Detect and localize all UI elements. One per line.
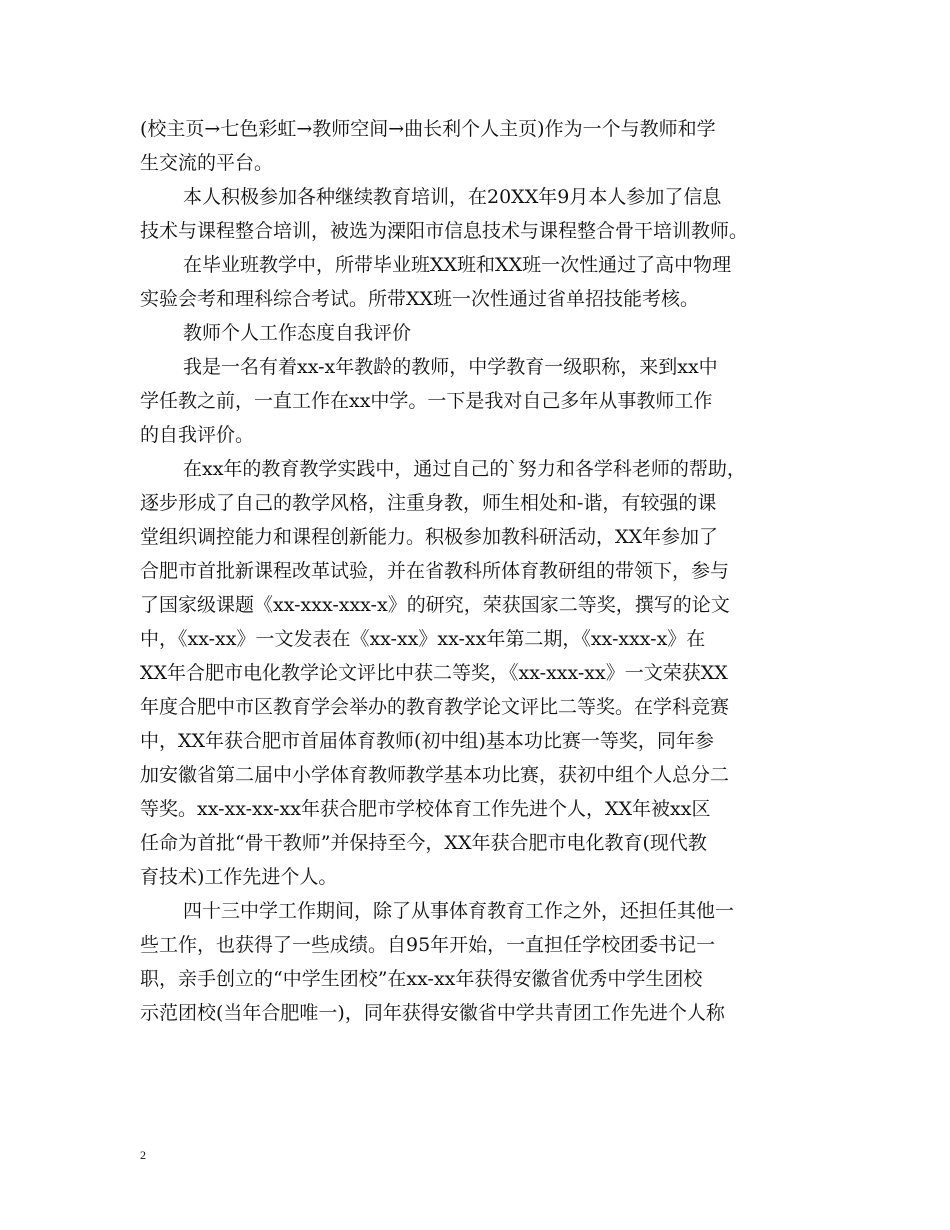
text-line: 本人积极参加各种继续教育培训，在20XX年9月本人参加了信息 — [183, 186, 722, 208]
text-line: XX年合肥市电化教学论文评比中获二等奖，《xx-xxx-xx》一文荣获XX — [140, 662, 728, 684]
text-line: 职，亲手创立的“中学生团校”在xx-xx年获得安徽省优秀中学生团校 — [140, 968, 703, 990]
text-line: 实验会考和理科综合考试。所带XX班一次性通过省单招技能考核。 — [140, 288, 700, 310]
text-line: 合肥市首批新课程改革试验，并在省教科所体育教研组的带领下，参与 — [140, 560, 730, 582]
text-line: 任命为首批“骨干教师”并保持至今，XX年获合肥市电化教育(现代教 — [140, 832, 707, 854]
text-line: 的自我评价。 — [140, 424, 255, 446]
text-line: 示范团校(当年合肥唯一)，同年获得安徽省中学共青团工作先进个人称 — [140, 1002, 725, 1024]
text-line: 生交流的平台。 — [140, 152, 274, 174]
text-line: 年度合肥中市区教育学会举办的教育教学论文评比二等奖。在学科竞赛 — [140, 696, 730, 718]
text-line: 育技术)工作先进个人。 — [140, 866, 338, 888]
text-line: 加安徽省第二届中小学体育教师教学基本功比赛，获初中组个人总分二 — [140, 764, 730, 786]
section-heading: 教师个人工作态度自我评价 — [183, 322, 412, 344]
page-number: 2 — [140, 1148, 146, 1162]
text-line: 四十三中学工作期间，除了从事体育教育工作之外，还担任其他一 — [183, 900, 735, 922]
text-line: 学任教之前，一直工作在xx中学。一下是我对自己多年从事教师工作 — [140, 390, 713, 412]
text-line: 中，《xx-xx》一文发表在《xx-xx》xx-xx年第二期，《xx-xxx-x》在 — [140, 628, 706, 650]
text-line: 堂组织调控能力和课程创新能力。积极参加教科研活动，XX年参加了 — [140, 526, 719, 548]
text-line: 在xx年的教育教学实践中，通过自己的`努力和各学科老师的帮助， — [183, 458, 746, 480]
body-text — [140, 112, 825, 1030]
text-line: (校主页→七色彩虹→教师空间→曲长利个人主页)作为一个与教师和学 — [140, 118, 716, 140]
text-line: 技术与课程整合培训，被选为溧阳市信息技术与课程整合骨干培训教师。 — [140, 220, 749, 242]
text-line: 了国家级课题《xx-xxx-xxx-x》的研究，荣获国家二等奖，撰写的论文 — [140, 594, 730, 616]
text-line: 等奖。xx-xx-xx-xx年获合肥市学校体育工作先进个人，XX年被xx区 — [140, 798, 711, 820]
text-line: 逐步形成了自己的教学风格，注重身教，师生相处和-谐，有较强的课 — [140, 492, 717, 514]
text-line: 些工作，也获得了一些成绩。自95年开始，一直担任学校团委书记一 — [140, 934, 716, 956]
text-line: 中，XX年获合肥市首届体育教师(初中组)基本功比赛一等奖，同年参 — [140, 730, 714, 752]
text-line: 我是一名有着xx-x年教龄的教师，中学教育一级职称，来到xx中 — [183, 356, 718, 378]
text-line: 在毕业班教学中，所带毕业班XX班和XX班一次性通过了高中物理 — [183, 254, 732, 276]
